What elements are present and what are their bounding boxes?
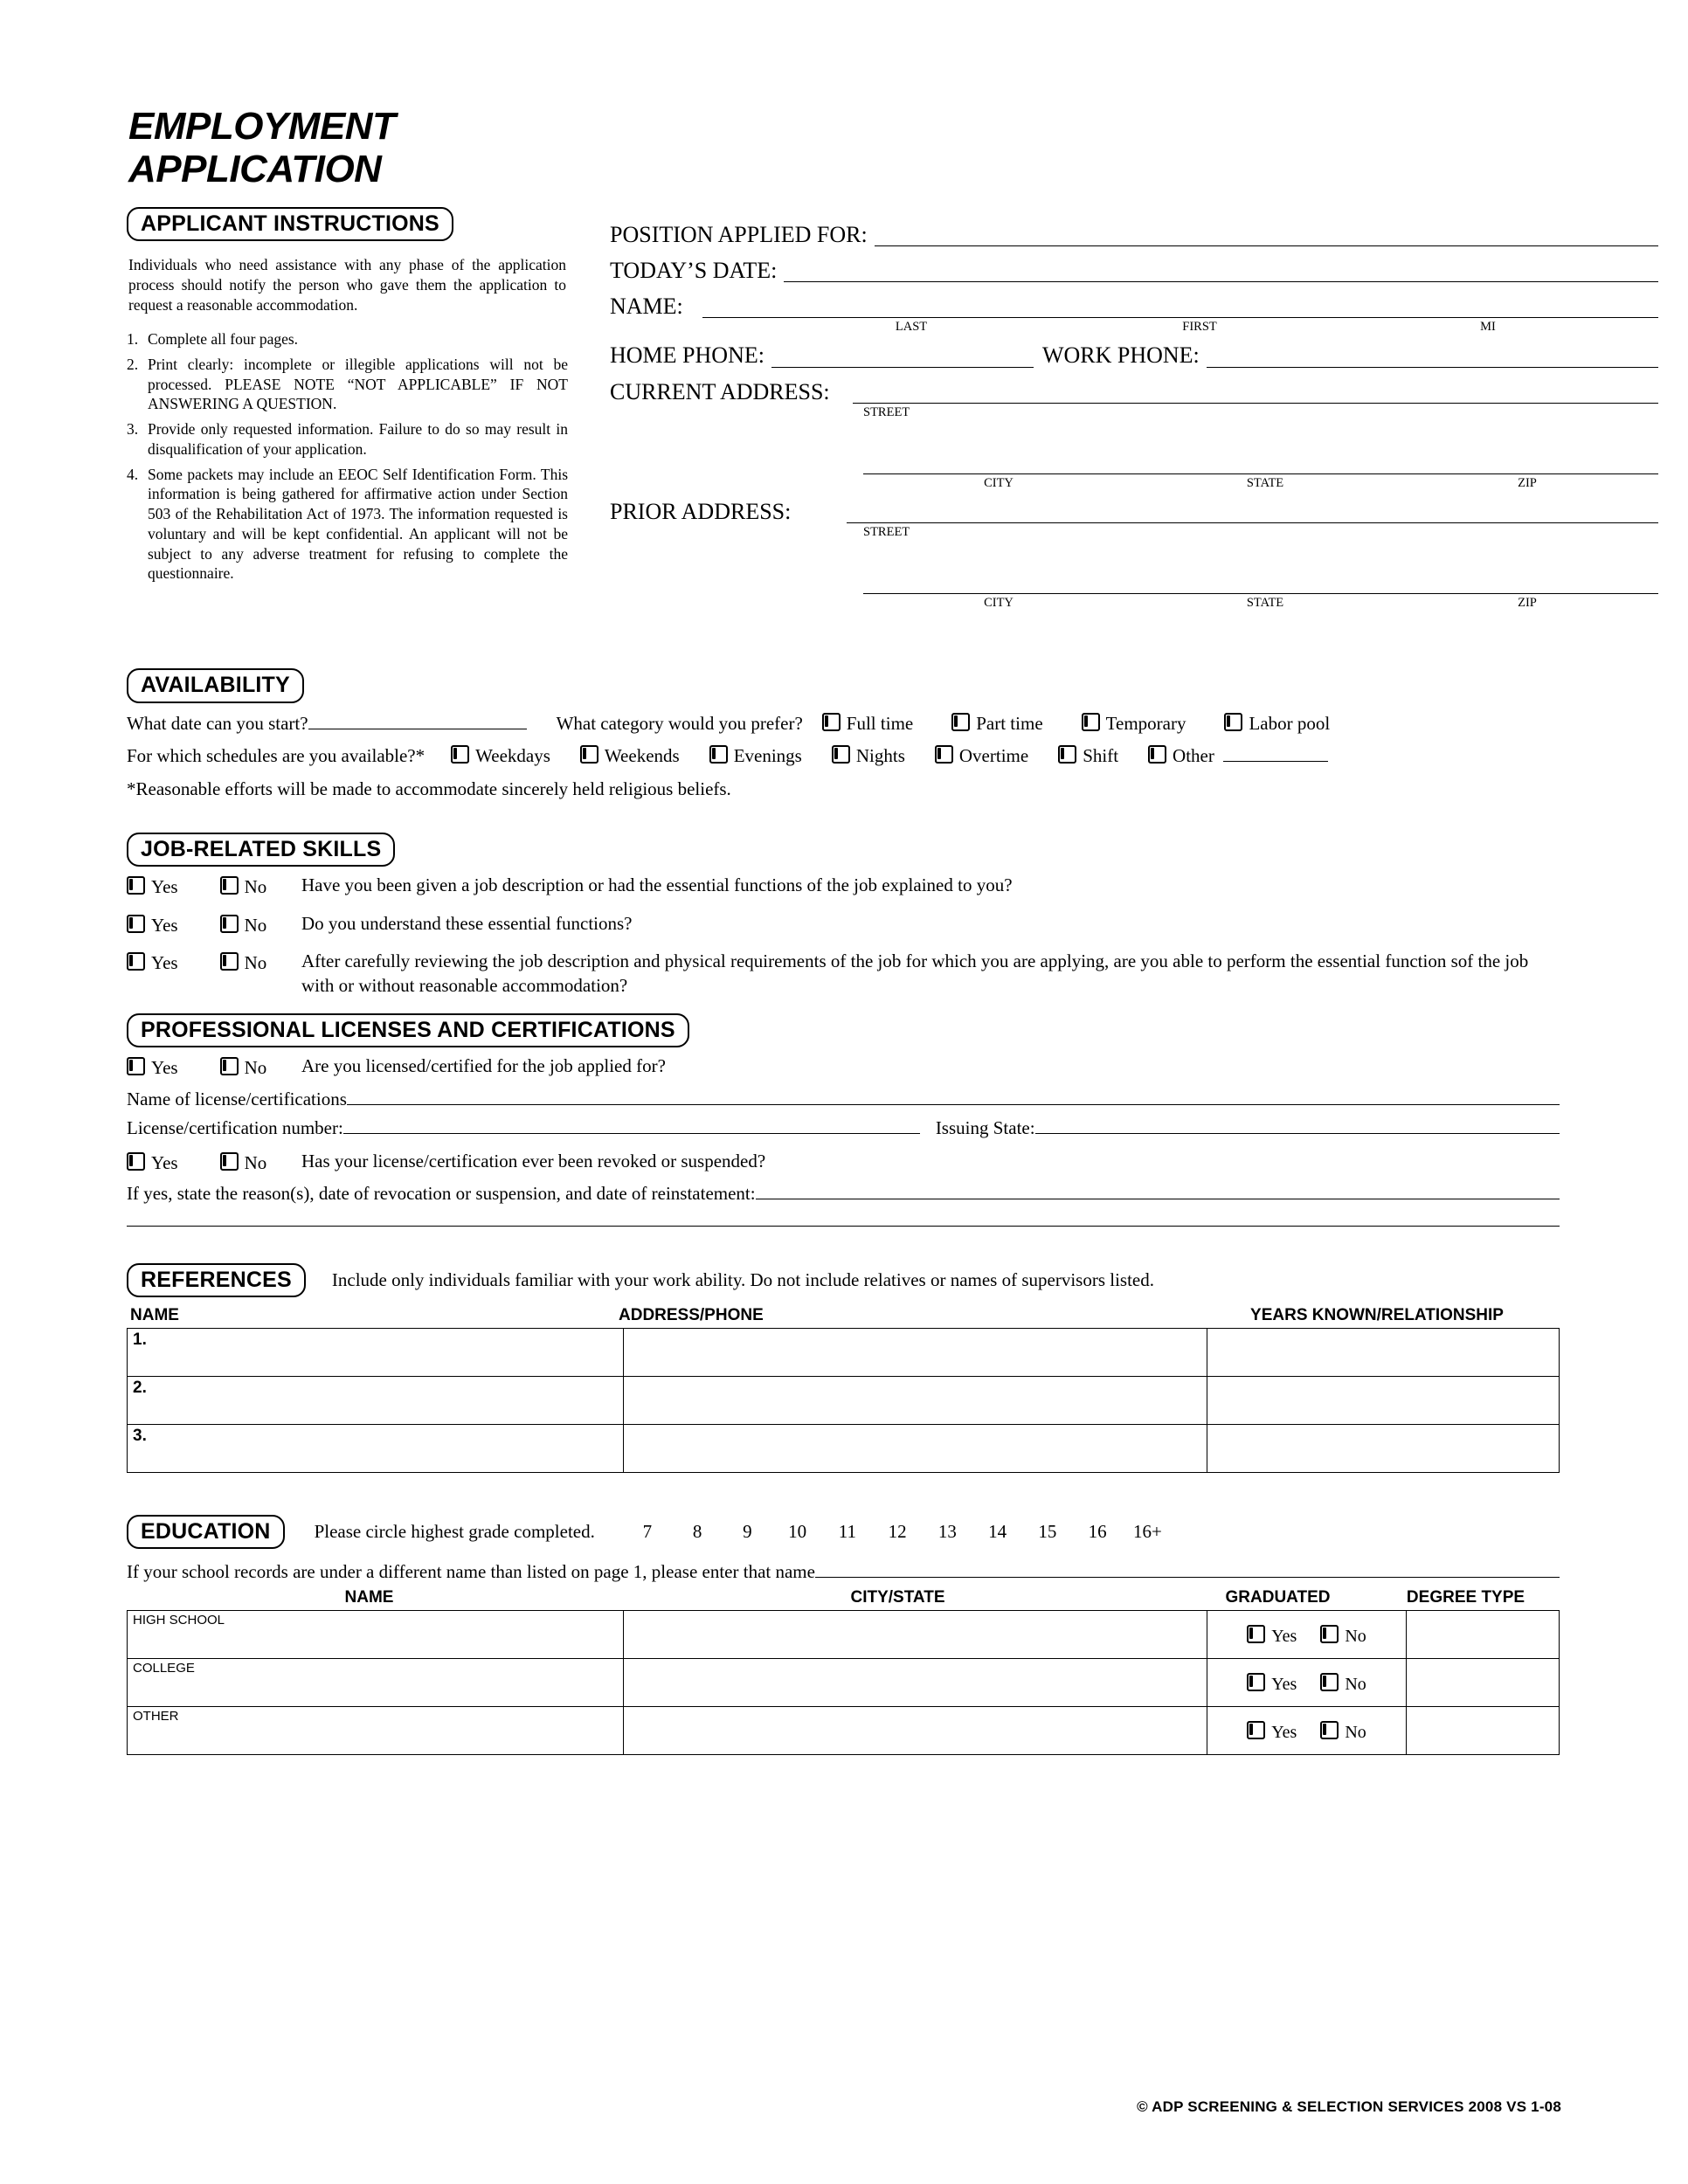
position-applied-label: POSITION APPLIED FOR: — [610, 221, 868, 247]
references-table — [127, 1306, 1560, 1328]
grade-option-15[interactable]: 15 — [1038, 1521, 1057, 1543]
schedule-option-weekends[interactable] — [580, 743, 680, 771]
references-grid — [127, 1328, 1560, 1473]
schedule-option-evenings[interactable] — [709, 743, 802, 771]
category-option-part-time[interactable] — [951, 710, 1042, 738]
option-label: Yes — [151, 876, 178, 898]
list-item-number: 1. — [127, 330, 139, 349]
other-graduated-no[interactable] — [1320, 1719, 1366, 1743]
education-row-high-school-label[interactable]: HIGH SCHOOL — [128, 1611, 624, 1659]
prior-address-city-input[interactable] — [863, 571, 1658, 594]
reference-row-2-address[interactable] — [624, 1376, 1207, 1424]
education-row-high-school-degree[interactable] — [1407, 1611, 1560, 1659]
skills-q2-no[interactable] — [220, 912, 267, 940]
option-label: Full time — [846, 712, 914, 734]
title-line-2: APPLICATION — [128, 148, 382, 191]
todays-date-input[interactable] — [784, 259, 1658, 282]
education-row-other-label[interactable]: OTHER — [128, 1707, 624, 1755]
option-label: No — [244, 1057, 267, 1079]
license-reason-input-2[interactable] — [127, 1208, 1560, 1227]
education-row-college-degree[interactable] — [1407, 1659, 1560, 1707]
references-header-row — [127, 1306, 1560, 1328]
skills-question-3 — [127, 950, 1560, 998]
name-label: NAME: — [610, 294, 683, 320]
legend-zip: ZIP — [1518, 476, 1537, 491]
category-option-full-time[interactable] — [822, 710, 913, 738]
name-legend-first: FIRST — [1182, 320, 1217, 335]
instructions-list — [127, 329, 568, 584]
phones-row — [610, 343, 1658, 367]
licenses-heading: PROFESSIONAL LICENSES AND CERTIFICATIONS — [127, 1013, 689, 1047]
education-row-other-degree[interactable] — [1407, 1707, 1560, 1755]
checkbox-icon[interactable] — [1247, 1673, 1265, 1691]
current-address-label: CURRENT ADDRESS: — [610, 378, 830, 404]
license-number-row — [127, 1115, 1560, 1143]
list-item-number: 4. — [127, 465, 139, 483]
availability-schedule-row — [127, 743, 1560, 771]
availability-footnote: *Reasonable efforts will be made to accommodate sincerely held religious beliefs. — [127, 778, 731, 799]
availability-start-row — [127, 710, 1560, 738]
license-reason-row — [127, 1180, 1560, 1208]
checkbox-icon[interactable] — [1320, 1673, 1339, 1691]
option-label: Overtime — [958, 745, 1029, 767]
education-row-college-graduated[interactable] — [1207, 1659, 1407, 1707]
license-reason-label: If yes, state the reason(s), date of revocation or suspension, and date of reinstatement: — [127, 1183, 756, 1205]
education-circle-label: Please circle highest grade completed. — [314, 1521, 595, 1543]
schedule-option-shift[interactable] — [1058, 743, 1118, 771]
start-date-label: What date can you start? — [127, 712, 308, 734]
education-alt-name-row — [127, 1559, 1560, 1583]
current-address-block — [610, 380, 1658, 491]
option-label: No — [244, 952, 267, 974]
table-row — [128, 1424, 1560, 1472]
name-legend-last: LAST — [895, 320, 928, 335]
question-text: Do you understand these essential functions? — [301, 912, 633, 934]
licenses-question-1 — [127, 1054, 1560, 1082]
list-item — [127, 329, 568, 349]
work-phone-input[interactable] — [1207, 345, 1658, 368]
schedule-option-overtime[interactable] — [935, 743, 1028, 771]
work-phone-label: WORK PHONE: — [1041, 342, 1200, 369]
schedule-option-weekdays[interactable] — [451, 743, 550, 771]
issuing-state-input[interactable] — [1035, 1116, 1560, 1134]
skills-q1-yes[interactable] — [127, 874, 178, 902]
skills-q1-no[interactable] — [220, 874, 267, 902]
start-date-input[interactable] — [308, 712, 527, 729]
checkbox-icon[interactable] — [220, 1152, 239, 1171]
checkbox-icon[interactable] — [1247, 1721, 1265, 1739]
skills-q3-no[interactable] — [220, 950, 267, 978]
reference-row-3-years[interactable] — [1207, 1424, 1560, 1472]
name-legend — [610, 320, 1658, 335]
licenses-section — [127, 1013, 1560, 1227]
grade-option-7[interactable]: 7 — [642, 1521, 653, 1543]
list-item-text: Complete all four pages. — [148, 330, 299, 349]
option-label: No — [244, 1151, 267, 1173]
list-item-text: Provide only requested information. Failure to do so may result in disqualification of your application. — [148, 420, 568, 458]
licenses-q1-yes[interactable] — [127, 1054, 178, 1082]
option-label: Evenings — [733, 745, 802, 767]
instructions-column — [127, 207, 568, 590]
option-label: Yes — [151, 1057, 178, 1079]
high-school-graduated-no[interactable] — [1320, 1623, 1366, 1647]
checkbox-icon[interactable] — [1148, 745, 1166, 764]
page-title — [128, 105, 1560, 191]
education-grade-scale — [625, 1521, 1171, 1543]
todays-date-row — [610, 259, 1658, 282]
education-col-name: NAME — [344, 1588, 394, 1607]
checkbox-icon[interactable] — [127, 876, 145, 895]
option-label: Labor pool — [1249, 712, 1331, 734]
education-header-table — [127, 1588, 1560, 1610]
licenses-q2-no[interactable] — [220, 1150, 267, 1178]
option-label: Nights — [855, 745, 905, 767]
todays-date-label: TODAY’S DATE: — [610, 257, 778, 283]
legend-state: STATE — [1246, 476, 1284, 491]
grade-option-12[interactable]: 12 — [888, 1521, 907, 1543]
legend-city: CITY — [984, 476, 1013, 491]
table-row — [128, 1376, 1560, 1424]
grade-option-16[interactable]: 16 — [1088, 1521, 1107, 1543]
table-row — [128, 1328, 1560, 1376]
grade-option-14[interactable]: 14 — [988, 1521, 1007, 1543]
prior-address-label: PRIOR ADDRESS: — [610, 499, 792, 525]
checkbox-icon[interactable] — [709, 745, 728, 764]
references-note: Include only individuals familiar with your work ability. Do not include relatives or names of supervisors listed. — [331, 1268, 1154, 1290]
checkbox-icon[interactable] — [451, 745, 469, 764]
prior-address-city-legend — [610, 596, 1658, 611]
skills-question-1 — [127, 874, 1560, 902]
prior-address-city-row — [610, 571, 1658, 594]
college-graduated-yes[interactable] — [1247, 1671, 1297, 1695]
checkbox-icon[interactable] — [832, 745, 850, 764]
table-row — [128, 1659, 1560, 1707]
legend-street: STREET — [863, 405, 910, 420]
checkbox-icon[interactable] — [220, 876, 239, 895]
education-col-degree-type: DEGREE TYPE — [1406, 1588, 1525, 1607]
skills-question-2 — [127, 912, 1560, 940]
category-label: What category would you prefer? — [556, 712, 803, 734]
checkbox-icon[interactable] — [1082, 713, 1100, 731]
title-line-1: EMPLOYMENT — [128, 105, 396, 148]
checkbox-icon[interactable] — [822, 713, 841, 731]
option-label: Part time — [976, 712, 1043, 734]
prior-address-block — [610, 500, 1658, 611]
current-address-row — [610, 380, 1658, 404]
checkbox-icon[interactable] — [220, 952, 239, 971]
legend-street: STREET — [863, 525, 910, 540]
reference-row-3-address[interactable] — [624, 1424, 1207, 1472]
option-label: Yes — [151, 914, 178, 936]
checkbox-icon[interactable] — [935, 745, 953, 764]
other-graduated-yes[interactable] — [1247, 1719, 1297, 1743]
checkbox-icon[interactable] — [1320, 1721, 1339, 1739]
question-text: Have you been given a job description or had the essential functions of the job explained to you? — [301, 874, 1013, 896]
category-option-temporary[interactable] — [1082, 710, 1186, 738]
reference-row-2-years[interactable] — [1207, 1376, 1560, 1424]
current-address-street-legend — [610, 405, 1658, 420]
education-alt-name-label: If your school records are under a different name than listed on page 1, please enter that name — [127, 1561, 815, 1583]
education-row-other-graduated[interactable] — [1207, 1707, 1407, 1755]
option-label: No — [1345, 1626, 1366, 1646]
option-label: Weekends — [604, 745, 680, 767]
references-heading: REFERENCES — [127, 1263, 306, 1297]
position-applied-input[interactable] — [875, 224, 1658, 246]
question-text: Are you licensed/certified for the job applied for? — [301, 1055, 666, 1077]
checkbox-icon[interactable] — [127, 1152, 145, 1171]
legend-city: CITY — [984, 596, 1013, 611]
table-row — [128, 1707, 1560, 1755]
education-heading: EDUCATION — [127, 1515, 285, 1549]
list-item-number: 2. — [127, 355, 139, 373]
current-address-street-input[interactable] — [853, 381, 1658, 404]
availability-section — [127, 668, 1560, 803]
job-related-skills-heading: JOB-RELATED SKILLS — [127, 833, 395, 867]
education-row-high-school-city-state[interactable] — [624, 1611, 1207, 1659]
header-section — [127, 207, 1560, 612]
list-item-number: 3. — [127, 420, 139, 439]
current-address-city-input[interactable] — [863, 452, 1658, 474]
prior-address-street-input[interactable] — [847, 501, 1658, 523]
option-label: No — [244, 876, 267, 898]
grade-option-16-plus[interactable]: 16+ — [1132, 1521, 1162, 1543]
license-number-label: License/certification number: — [127, 1117, 343, 1139]
list-item-text: Print clearly: incomplete or illegible applications will not be processed. PLEASE NOTE “NOT APPLICABLE” IF NOT ANSWERING A QUESTION. — [148, 355, 568, 413]
schedule-option-other[interactable] — [1148, 743, 1214, 771]
reference-row-1-name[interactable]: 1. — [128, 1328, 624, 1376]
option-label: Yes — [151, 952, 178, 974]
checkbox-icon[interactable] — [1224, 713, 1242, 731]
option-label: Weekdays — [475, 745, 550, 767]
option-label: Yes — [1271, 1674, 1297, 1694]
license-name-label: Name of license/certifications — [127, 1088, 347, 1109]
grade-option-8[interactable]: 8 — [692, 1521, 702, 1543]
option-label: Yes — [151, 1151, 178, 1173]
issuing-state-label: Issuing State: — [935, 1117, 1035, 1139]
instructions-heading: APPLICANT INSTRUCTIONS — [127, 207, 453, 241]
education-grid — [127, 1610, 1560, 1755]
checkbox-icon[interactable] — [127, 915, 145, 933]
reference-row-1-years[interactable] — [1207, 1328, 1560, 1376]
schedule-other-input[interactable] — [1223, 744, 1328, 762]
name-row — [610, 294, 1658, 318]
references-col-name: NAME — [130, 1305, 179, 1324]
option-label: Yes — [1271, 1722, 1297, 1742]
name-block — [610, 294, 1658, 335]
prior-address-row — [610, 500, 1658, 523]
checkbox-icon[interactable] — [220, 1057, 239, 1075]
page-footer: © ADP SCREENING & SELECTION SERVICES 2008 VS 1-08 — [1137, 2098, 1561, 2115]
references-section — [127, 1263, 1560, 1473]
skills-q2-yes[interactable] — [127, 912, 178, 940]
licenses-q2-yes[interactable] — [127, 1150, 178, 1178]
license-reason-row-2 — [127, 1208, 1560, 1227]
name-legend-mi: MI — [1480, 320, 1496, 335]
reference-row-2-name[interactable]: 2. — [128, 1376, 624, 1424]
grade-option-11[interactable]: 11 — [838, 1521, 856, 1543]
grade-option-13[interactable]: 13 — [937, 1521, 957, 1543]
availability-heading: AVAILABILITY — [127, 668, 304, 702]
college-graduated-no[interactable] — [1320, 1671, 1366, 1695]
category-option-labor-pool[interactable] — [1224, 710, 1330, 738]
reference-row-1-address[interactable] — [624, 1328, 1207, 1376]
high-school-graduated-yes[interactable] — [1247, 1623, 1297, 1647]
legend-state: STATE — [1246, 596, 1284, 611]
checkbox-icon[interactable] — [1058, 745, 1076, 764]
checkbox-icon[interactable] — [1320, 1625, 1339, 1643]
license-number-input[interactable] — [343, 1116, 920, 1134]
license-name-input[interactable] — [347, 1087, 1560, 1105]
reference-row-3-name[interactable]: 3. — [128, 1424, 624, 1472]
grade-option-9[interactable]: 9 — [743, 1521, 752, 1543]
license-reason-input-1[interactable] — [756, 1181, 1560, 1199]
prior-address-street-legend — [610, 525, 1658, 540]
education-row-other-city-state[interactable] — [624, 1707, 1207, 1755]
license-name-row — [127, 1086, 1560, 1114]
instructions-paragraph: Individuals who need assistance with any phase of the application process should notify the person who gave them the application to request a reasonable accommodation. — [128, 255, 566, 314]
list-item — [127, 355, 568, 414]
option-label: No — [244, 914, 267, 936]
option-label: Other — [1173, 745, 1214, 767]
skills-q3-yes[interactable] — [127, 950, 178, 978]
references-col-address: ADDRESS/PHONE — [619, 1305, 764, 1324]
education-header-row — [127, 1588, 1560, 1610]
checkbox-icon[interactable] — [127, 952, 145, 971]
education-section — [127, 1515, 1560, 1755]
checkbox-icon[interactable] — [220, 915, 239, 933]
licenses-q1-no[interactable] — [220, 1054, 267, 1082]
home-phone-label: HOME PHONE: — [610, 342, 764, 369]
schedule-option-nights[interactable] — [832, 743, 905, 771]
checkbox-icon[interactable] — [951, 713, 970, 731]
home-phone-input[interactable] — [771, 345, 1034, 368]
education-col-city-state: CITY/STATE — [850, 1588, 945, 1607]
references-col-years: YEARS KNOWN/RELATIONSHIP — [1250, 1305, 1504, 1324]
education-col-graduated: GRADUATED — [1225, 1588, 1331, 1607]
option-label: No — [1345, 1722, 1366, 1742]
current-address-city-legend — [610, 476, 1658, 491]
list-item — [127, 465, 568, 584]
current-address-city-row — [610, 452, 1658, 474]
name-input[interactable] — [702, 295, 1658, 318]
option-label: No — [1345, 1674, 1366, 1694]
table-row — [128, 1611, 1560, 1659]
option-label: Temporary — [1105, 712, 1186, 734]
list-item-text: Some packets may include an EEOC Self Identification Form. This information is being gathered for affirmative action under Section 503 of the Rehabilitation Act of 1973. The information requested is voluntary and will be kept confidential. An applicant will not be subject to any adverse treatment for refusing to complete the questionnaire. — [148, 465, 568, 583]
checkbox-icon[interactable] — [580, 745, 598, 764]
position-applied-row — [610, 223, 1658, 246]
education-row-high-school-graduated[interactable] — [1207, 1611, 1407, 1659]
grade-option-10[interactable]: 10 — [788, 1521, 807, 1543]
education-alt-name-input[interactable] — [815, 1559, 1560, 1578]
option-label: Yes — [1271, 1626, 1297, 1646]
list-item — [127, 419, 568, 460]
option-label: Shift — [1083, 745, 1119, 767]
education-row-college-city-state[interactable] — [624, 1659, 1207, 1707]
licenses-question-2 — [127, 1150, 1560, 1178]
schedule-label: For which schedules are you available?* — [127, 745, 425, 767]
legend-zip: ZIP — [1518, 596, 1537, 611]
checkbox-icon[interactable] — [1247, 1625, 1265, 1643]
applicant-fields-column — [568, 207, 1658, 612]
education-row-college-label[interactable]: COLLEGE — [128, 1659, 624, 1707]
question-text: After carefully reviewing the job description and physical requirements of the job for which you are applying, are you able to perform the essential function sof the job with or without reasonable accommodation? — [301, 950, 1529, 996]
checkbox-icon[interactable] — [127, 1057, 145, 1075]
job-related-skills-section — [127, 833, 1560, 998]
question-text: Has your license/certification ever been revoked or suspended? — [301, 1150, 766, 1171]
